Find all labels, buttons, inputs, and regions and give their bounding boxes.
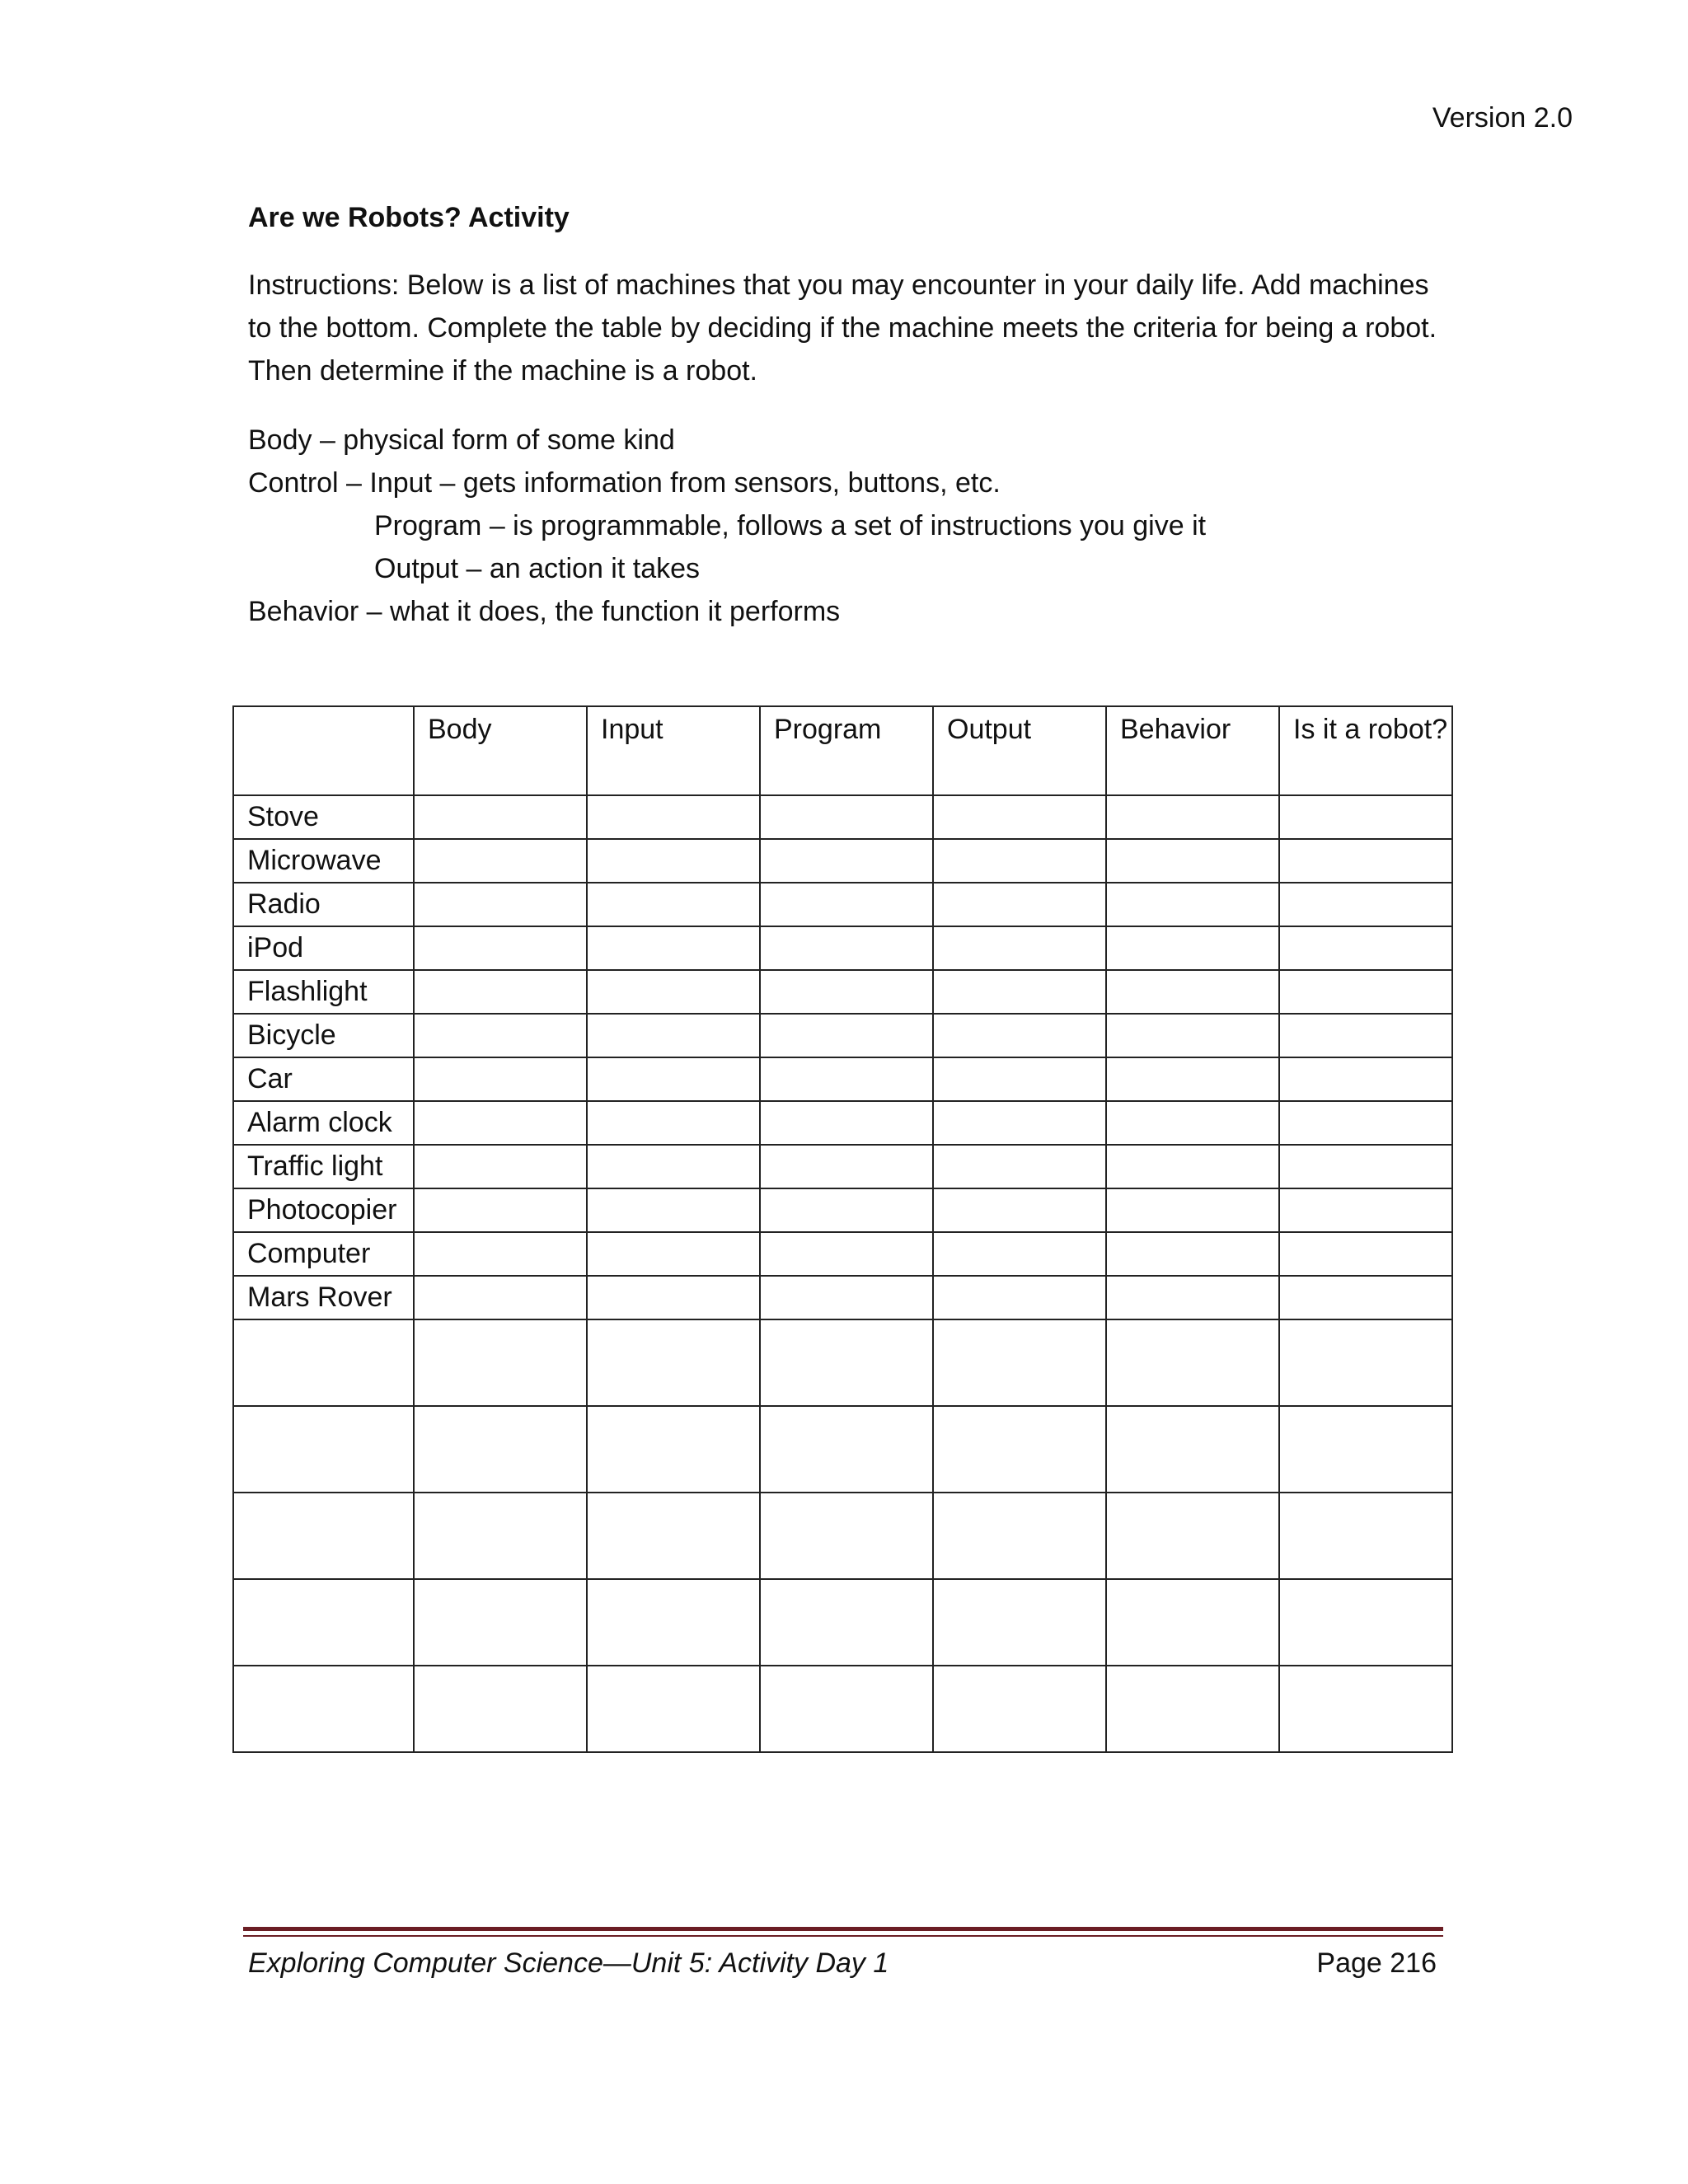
answer-cell[interactable] [760,1145,933,1188]
answer-cell[interactable] [587,795,760,839]
answer-cell[interactable] [1106,1101,1279,1145]
blank-table-row [233,1406,1452,1493]
answer-cell[interactable] [1279,1188,1452,1232]
table-row [233,1057,1452,1101]
column-header-machine [233,706,414,795]
answer-cell[interactable] [1106,970,1279,1014]
answer-cell[interactable] [1106,839,1279,883]
answer-cell[interactable] [760,1276,933,1319]
new-machine-cell[interactable] [233,1319,414,1406]
footer-course-title: Exploring Computer Science—Unit 5: Activity Day 1 [248,1947,889,1979]
answer-cell[interactable] [1106,1319,1279,1406]
blank-table-row [233,1579,1452,1666]
answer-cell[interactable] [587,926,760,970]
table-row [233,1276,1452,1319]
answer-cell[interactable] [414,1014,587,1057]
blank-table-row [233,1493,1452,1579]
answer-cell[interactable] [760,1014,933,1057]
table-row [233,970,1452,1014]
answer-cell[interactable] [1279,1145,1452,1188]
answer-cell[interactable] [414,1276,587,1319]
criteria-behavior: Behavior – what it does, the function it performs [248,596,841,627]
answer-cell[interactable] [1106,883,1279,926]
answer-cell[interactable] [414,1666,587,1752]
answer-cell[interactable] [414,970,587,1014]
answer-cell[interactable] [414,1493,587,1579]
answer-cell[interactable] [933,1101,1106,1145]
worksheet-content [248,196,1460,633]
answer-cell[interactable] [1279,1276,1452,1319]
answer-cell[interactable] [933,1188,1106,1232]
column-header-behavior: Behavior [1106,706,1279,795]
answer-cell[interactable] [587,1406,760,1493]
answer-cell[interactable] [760,1319,933,1406]
table-row [233,1014,1452,1057]
answer-cell[interactable] [587,1145,760,1188]
answer-cell[interactable] [760,1232,933,1276]
answer-cell[interactable] [1279,1406,1452,1493]
answer-cell[interactable] [1279,839,1452,883]
answer-cell[interactable] [933,1666,1106,1752]
table-header-row [233,706,1452,795]
answer-cell[interactable] [587,1188,760,1232]
answer-cell[interactable] [1279,1101,1452,1145]
machine-name-cell: Microwave [233,839,414,883]
answer-cell[interactable] [760,1188,933,1232]
blank-table-row [233,1319,1452,1406]
answer-cell[interactable] [587,1057,760,1101]
criteria-program: Program – is programmable, follows a set of instructions you give it [374,510,1207,541]
answer-cell[interactable] [1279,1666,1452,1752]
answer-cell[interactable] [760,883,933,926]
criteria-output: Output – an action it takes [374,553,701,584]
table-row [233,1188,1452,1232]
answer-cell[interactable] [414,1579,587,1666]
answer-cell[interactable] [1106,1145,1279,1188]
answer-cell[interactable] [587,1319,760,1406]
machine-name-cell: Car [233,1057,414,1101]
answer-cell[interactable] [414,1188,587,1232]
answer-cell[interactable] [1279,1579,1452,1666]
answer-cell[interactable] [587,1014,760,1057]
answer-cell[interactable] [1279,1057,1452,1101]
criteria-body: Body – physical form of some kind [248,424,675,456]
answer-cell[interactable] [933,1232,1106,1276]
answer-cell[interactable] [414,795,587,839]
answer-cell[interactable] [1106,1493,1279,1579]
column-header-is-robot: Is it a robot? [1279,706,1452,795]
answer-cell[interactable] [414,1319,587,1406]
answer-cell[interactable] [933,1145,1106,1188]
answer-cell[interactable] [1106,1579,1279,1666]
answer-cell[interactable] [1106,1057,1279,1101]
answer-cell[interactable] [1279,1232,1452,1276]
answer-cell[interactable] [760,1101,933,1145]
answer-cell[interactable] [760,1406,933,1493]
answer-cell[interactable] [587,1276,760,1319]
answer-cell[interactable] [1279,1014,1452,1057]
answer-cell[interactable] [933,795,1106,839]
answer-cell[interactable] [414,1406,587,1493]
table-row [233,839,1452,883]
machine-name-cell: Stove [233,795,414,839]
answer-cell[interactable] [587,1101,760,1145]
new-machine-cell[interactable] [233,1666,414,1752]
column-header-input: Input [587,706,760,795]
machine-name-cell: Photocopier [233,1188,414,1232]
answer-cell[interactable] [933,926,1106,970]
answer-cell[interactable] [760,795,933,839]
answer-cell[interactable] [1106,1666,1279,1752]
answer-cell[interactable] [414,926,587,970]
answer-cell[interactable] [1279,795,1452,839]
answer-cell[interactable] [587,970,760,1014]
answer-cell[interactable] [933,1579,1106,1666]
answer-cell[interactable] [933,1406,1106,1493]
table-row [233,883,1452,926]
answer-cell[interactable] [1106,1406,1279,1493]
footer-page-number: Page 216 [1316,1947,1437,1979]
answer-cell[interactable] [414,1145,587,1188]
instructions-paragraph: Instructions: Below is a list of machines that you may encounter in your daily life. Add machines to the bottom. Complete the table by deciding if the machine meets the criteria for being a robot. Then determine if the machine is a robot. [248,269,1437,387]
criteria-control-input: Control – Input – gets information from sensors, buttons, etc. [248,467,1001,499]
answer-cell[interactable] [933,1057,1106,1101]
machine-name-cell: Mars Rover [233,1276,414,1319]
answer-cell[interactable] [1279,926,1452,970]
table-row [233,926,1452,970]
answer-cell[interactable] [587,883,760,926]
machine-name-cell: Radio [233,883,414,926]
answer-cell[interactable] [760,1666,933,1752]
answer-cell[interactable] [933,1014,1106,1057]
new-machine-cell[interactable] [233,1406,414,1493]
criteria-list [248,419,1460,633]
machine-name-cell: iPod [233,926,414,970]
answer-cell[interactable] [1279,970,1452,1014]
table-row [233,1101,1452,1145]
column-header-program: Program [760,706,933,795]
answer-cell[interactable] [1106,1232,1279,1276]
column-header-output: Output [933,706,1106,795]
machine-name-cell: Alarm clock [233,1101,414,1145]
robot-criteria-table [232,705,1453,1753]
machine-name-cell: Computer [233,1232,414,1276]
answer-cell[interactable] [760,1057,933,1101]
answer-cell[interactable] [414,1057,587,1101]
table-row [233,1232,1452,1276]
answer-cell[interactable] [760,1493,933,1579]
machine-name-cell: Traffic light [233,1145,414,1188]
machine-name-cell: Flashlight [233,970,414,1014]
table-row [233,1145,1452,1188]
new-machine-cell[interactable] [233,1579,414,1666]
answer-cell[interactable] [1106,1276,1279,1319]
machine-name-cell: Bicycle [233,1014,414,1057]
answer-cell[interactable] [933,1319,1106,1406]
page-title: Are we Robots? Activity [248,202,570,233]
answer-cell[interactable] [760,839,933,883]
answer-cell[interactable] [933,883,1106,926]
answer-cell[interactable] [1279,1493,1452,1579]
answer-cell[interactable] [587,1493,760,1579]
answer-cell[interactable] [414,1101,587,1145]
answer-cell[interactable] [587,1666,760,1752]
blank-table-row [233,1666,1452,1752]
answer-cell[interactable] [1106,1188,1279,1232]
footer-rule [243,1927,1443,1937]
answer-cell[interactable] [760,926,933,970]
table-body [233,795,1452,1752]
answer-cell[interactable] [587,839,760,883]
answer-cell[interactable] [414,1232,587,1276]
answer-cell[interactable] [760,970,933,1014]
column-header-body: Body [414,706,587,795]
answer-cell[interactable] [414,883,587,926]
answer-cell[interactable] [587,1232,760,1276]
answer-cell[interactable] [1106,926,1279,970]
answer-cell[interactable] [933,1276,1106,1319]
answer-cell[interactable] [760,1579,933,1666]
answer-cell[interactable] [933,839,1106,883]
table-row [233,795,1452,839]
answer-cell[interactable] [587,1579,760,1666]
answer-cell[interactable] [1106,795,1279,839]
answer-cell[interactable] [1279,1319,1452,1406]
answer-cell[interactable] [1106,1014,1279,1057]
new-machine-cell[interactable] [233,1493,414,1579]
answer-cell[interactable] [414,839,587,883]
answer-cell[interactable] [1279,883,1452,926]
answer-cell[interactable] [933,970,1106,1014]
version-label: Version 2.0 [1432,102,1573,134]
answer-cell[interactable] [933,1493,1106,1579]
